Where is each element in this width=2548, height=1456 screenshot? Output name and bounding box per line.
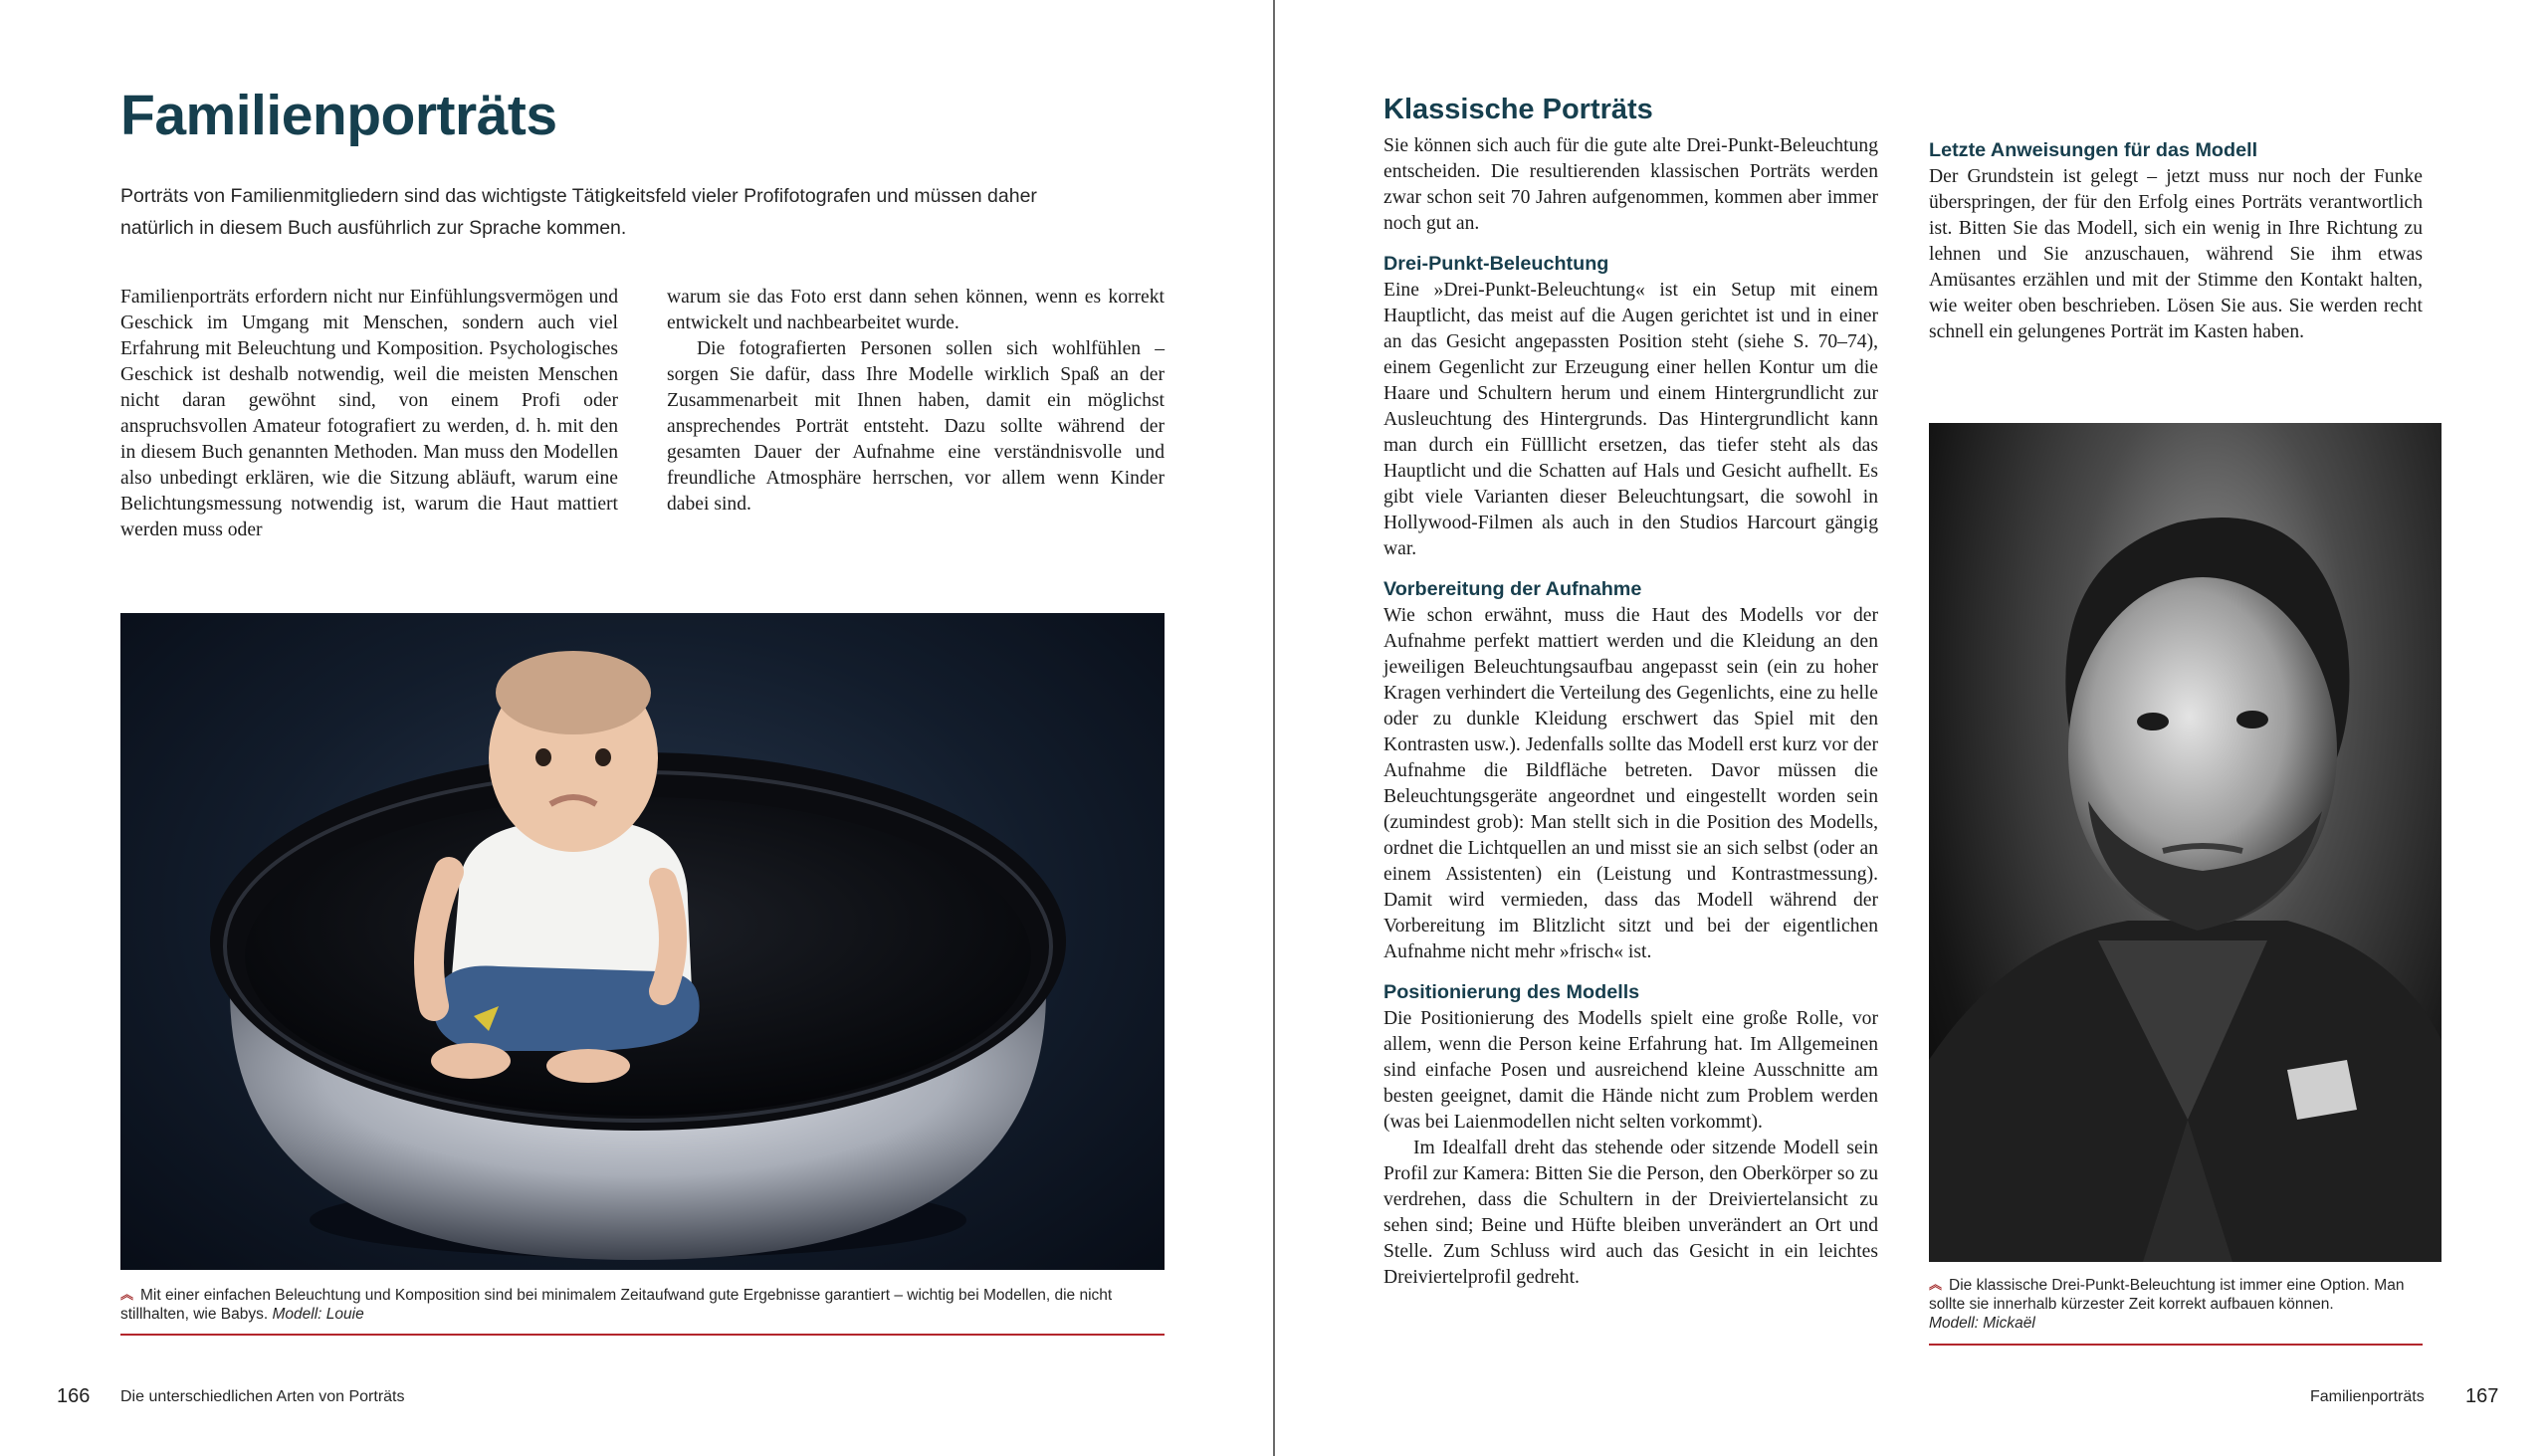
right-page [1275,0,2548,1456]
body-paragraph: Familienporträts erfordern nicht nur Einfühlungsvermögen und Geschick im Umgang mit Menschen, sondern auch viel Erfahrung mit Beleuchtung und Komposition. Psychologisches Geschick ist deshalb notwendig, weil die meisten Menschen nicht daran gewöhnt sind, von einem Profi oder anspruchsvollen Amateur fotografiert zu werden, d. h. mit den in diesem Buch genannten Methoden. Man muss den Modellen also unbedingt erklären, wie die Sitzung abläuft, warum eine Belichtungsmessung notwendig ist, warum die Haut mattiert werden muss oder [120,287,618,540]
body-paragraph: warum sie das Foto erst dann sehen können, wenn es korrekt entwickelt und nachbearbeitet wurde. [667,287,1165,333]
caption-credit: Modell: Mickaël [1929,1315,2035,1332]
text-column-3 [1383,92,1878,1291]
body-paragraph: Im Idealfall dreht das stehende oder sitzende Modell sein Profil zur Kamera: Bitten Sie die Person, den Oberkörper so zu verdrehen, dass die Schultern in der Dreiviertelansicht zu sehen sind; Beine und Hüfte bleiben unverändert an Ort und Stelle. Zum Schluss wird auch das Gesicht in ein leichtes Dreiviertelprofil gedreht. [1383,1138,1878,1288]
subheading: Vorbereitung der Aufnahme [1383,578,1642,600]
photo-caption: ︽ Mit einer einfachen Beleuchtung und Komposition sind bei minimalem Zeitaufwand gute Ergebnisse garantiert – wichtig bei Modellen, die nicht stillhalten, wie Babys. Modell: Louie [120,1287,1113,1323]
body-paragraph: Der Grundstein ist gelegt – jetzt muss nur noch der Funke überspringen, der für den Erfolg eines Porträts verantwortlich ist. Bitten Sie das Modell, sich ein wenig in Ihre Richtung zu lehnen und Sie anzuschauen, während Sie ihm etwas Amüsantes erzählen und mit der Stimme den Kontakt halten, wie weiter oben beschrieben. Lösen Sie aus. Sie werden recht schnell ein gelungenes Porträt im Kasten haben. [1929,166,2423,342]
body-paragraph: Die fotografierten Personen sollen sich wohlfühlen – sorgen Sie dafür, dass Ihre Modelle wirklich Spaß an der Zusammenarbeit mit Ihnen haben, damit ein möglichst ansprechendes Porträt entsteht. Dazu sollte während der gesamten Dauer der Aufnahme eine verständnisvolle und freundliche Atmosphäre herrschen, vor allem wenn Kinder dabei sind. [667,338,1165,515]
body-paragraph: Eine »Drei-Punkt-Beleuchtung« ist ein Setup mit einem Hauptlicht, das meist auf die Augen gerichtet ist und in einer an das Gesicht angepassten Position steht (siehe S. 70–74), einem Gegenlicht zur Erzeugung einer hellen Kontur um die Haare und Schultern herum und einem Hintergrundlicht zur Ausleuchtung des Hintergrunds. Das Hintergrundlicht kann man durch ein Fülllicht ersetzen, das tiefer steht als das Hauptlicht und die Schatten auf Hals und Gesicht aufhellt. Es gibt viele Varianten dieser Beleuchtungsart, die sowohl in Hollywood-Filmen als auch in den Studios Harcourt gängig war. [1383,280,1878,559]
caption-credit: Modell: Louie [272,1306,364,1323]
subheading: Letzte Anweisungen für das Modell [1929,139,2258,161]
double-chevron-up-icon: ︽ [120,1287,134,1302]
body-paragraph: Sie können sich auch für die gute alte Drei-Punkt-Beleuchtung entscheiden. Die resultierenden klassischen Porträts werden zwar schon seit 70 Jahren aufgenommen, kommen aber immer noch gut an. [1383,135,1878,234]
body-paragraph: Die Positionierung des Modells spielt eine große Rolle, vor allem, wenn die Person keine Erfahrung hat. Im Allgemeinen sind einfache Posen und ausreichend kleine Ausschnitte am besten geeignet, damit die Hände nicht zum Problem werden (was bei Laienmodellen nicht selten vorkommt). [1383,1008,1878,1133]
subheading: Drei-Punkt-Beleuchtung [1383,253,1609,275]
subheading: Positionierung des Modells [1383,981,1640,1003]
page-number: 166 [57,1385,91,1407]
left-page [0,0,1273,1456]
running-head: Familienporträts [2310,1388,2425,1405]
baby-photo [120,613,1165,1270]
text-column-1 [120,285,618,543]
portrait-photo [1929,423,2442,1262]
text-column-2 [667,285,1165,518]
caption-rule [1929,1344,2423,1346]
section-title: Klassische Porträts [1383,94,1653,125]
body-paragraph: Wie schon erwähnt, muss die Haut des Modells vor der Aufnahme perfekt mattiert werden und die Kleidung an den jeweiligen Beleuchtungsaufbau angepasst sein (ein zu hoher Kragen verhindert die Verteilung des Gegenlichts, eine zu helle oder zu dunkle Kleidung erschwert das Spiel mit den Kontrasten usw.). Jedenfalls sollte das Modell erst kurz vor der Aufnahme die Bildfläche betreten. Davor müssen die Beleuchtungsgeräte angeordnet und eingestellt worden sein (zumindest grob): Man stellt sich in die Position des Modells, ordnet die Lichtquellen an und misst sie an sich selbst (oder an einem Assistenten) ein (Leistung und Kontrastmessung). Damit wird vermieden, dass das Modell während der Vorbereitung im Blitzlicht sitzt und bei der eigentlichen Aufnahme nicht mehr »frisch« ist. [1383,605,1878,962]
page-title: Familienporträts [120,84,557,147]
photo-caption: ︽ Die klassische Drei-Punkt-Beleuchtung ist immer eine Option. Man sollte sie innerhalb kürzester Zeit korrekt aufbauen können. Modell: Mickaël [1929,1277,2405,1332]
intro-paragraph: Porträts von Familienmitgliedern sind das wichtigste Tätigkeitsfeld vieler Profifotografen und müssen daher natürlich in diesem Buch ausführlich zur Sprache kommen. [120,185,1037,239]
running-head: Die unterschiedlichen Arten von Porträts [120,1388,405,1405]
caption-rule [120,1334,1165,1336]
text-column-4 [1929,137,2423,345]
page-number: 167 [2465,1385,2499,1407]
double-chevron-up-icon: ︽ [1929,1277,1943,1292]
